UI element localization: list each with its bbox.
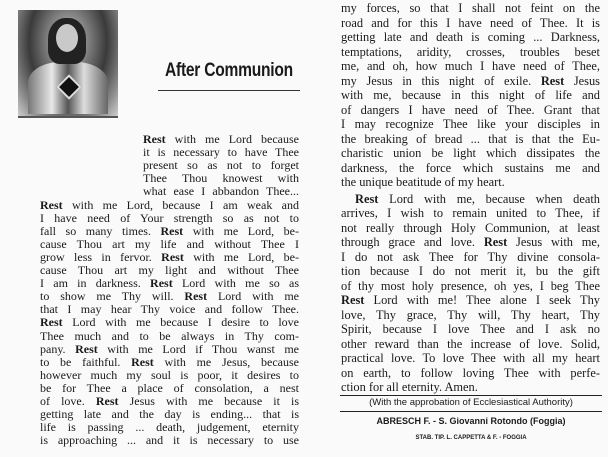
text-line: what ease I abbandon Thee...: [143, 185, 299, 199]
text-line: the breaking of bread ... that is that the Eu-: [341, 131, 600, 146]
text-line: practical love. To love Thee with all my heart: [341, 351, 600, 365]
printer-line: STAB. TIP. L. CAPPETTA & F. - FOGGIA: [415, 435, 527, 441]
text-line: cause Thou art my life and without Thee I: [40, 237, 299, 251]
text-line: charistic union be light which dissipates the: [341, 146, 600, 160]
text-line: to show me Thy will. Rest Lord with me: [40, 290, 299, 304]
text-line: Thee much and to be always in Thy com-: [40, 329, 299, 343]
text-line: ction for all eternity. Amen.: [341, 380, 478, 394]
divider-bottom: [340, 411, 602, 412]
text-line: love, Thy grace, Thy will, Thy heart, Thy: [341, 307, 600, 322]
divider-top: [340, 395, 602, 396]
text-line: is approaching ... and it is necessary to use: [40, 434, 299, 448]
text-line: of thy most holy presence, oh yes, I beg Thee: [341, 278, 600, 293]
text-line: cause Thou art my light and without Thee: [40, 264, 299, 277]
publisher-line: ABRESCH F. - S. Giovanni Rotondo (Foggia): [376, 416, 566, 426]
text-line: I do not ask Thee for Thy divine consola-: [341, 249, 600, 264]
text-line: me, and oh, how much I have need of Thee,: [341, 59, 600, 73]
text-line: to be faithful. Rest with me Jesus, because: [40, 355, 299, 369]
page-title: After Communion: [165, 60, 293, 81]
text-line: my Jesus in this night of exile. Rest Jesus: [341, 73, 600, 88]
text-line: not really through Holy Communion, at least: [341, 220, 600, 235]
text-line: on earth, to follow loving Thee with perfe-: [341, 365, 600, 380]
text-line: my forces, so that I shall not feint on the: [341, 1, 600, 15]
text-line: grow less in fervor. Rest with me Lord, be-: [40, 250, 299, 264]
text-line: Spirit, because I love Thee and I ask no: [341, 322, 600, 336]
text-line: through grace and love. Rest Jesus with me,: [341, 235, 600, 249]
text-line: fall so many times. Rest with me Lord, be-: [40, 224, 299, 238]
text-line: I may recognize Thee like your disciples in: [341, 117, 600, 131]
text-line: Thee Thou knowest with: [143, 172, 299, 186]
text-line: pany. Rest with me Lord if Thou wanst me: [40, 342, 299, 356]
text-line: other reward than the increase of love. Solid,: [341, 336, 600, 351]
text-line: the unique beatitude of my heart.: [341, 175, 505, 189]
text-line: darkness, the force which sustains me and: [341, 160, 600, 175]
text-line: life is passing ... death, judgement, eternity: [40, 421, 299, 435]
text-line: however much my soul is poor, it desires to: [40, 368, 299, 382]
approbation-note: (With the approbation of Ecclesiastical Authority): [369, 397, 573, 408]
text-line: Rest with me Lord because: [143, 133, 299, 146]
text-line: arrives, I wish to remain united to Thee, if: [341, 206, 600, 220]
text-line: of dangers I have need of Thee. Grant that: [341, 102, 600, 117]
text-line: getting late and the day is ending... that is: [40, 408, 299, 422]
text-line: I have need of Your strength so as not to: [40, 211, 299, 225]
text-line: tion because I do not merit it, bu the gift: [341, 264, 600, 278]
text-line: Rest Lord with me, because when death: [355, 191, 600, 206]
text-line: present so as not to forget: [143, 159, 299, 173]
title-underline: [158, 90, 300, 91]
text-line: getting late and death is coming ... Darkness,: [341, 30, 600, 44]
text-line: Rest Lord with me because I desire to love: [40, 316, 299, 330]
text-line: I am in darkness. Rest Lord with me so as: [40, 277, 299, 291]
text-line: road and for this I have need of Thee. It is: [341, 15, 600, 30]
text-line: with me, because in this night of life and: [341, 88, 600, 102]
text-line: be for Thee a place of consolation, a nest: [40, 381, 299, 395]
text-line: Rest with me Lord, because I am weak and: [40, 198, 299, 212]
text-line: it is necessary to have Thee: [143, 146, 299, 160]
text-line: that I may hear Thy voice and follow Thee.: [40, 303, 299, 317]
text-line: temptations, aridity, crosses, troubles beset: [341, 44, 600, 59]
text-line: of love. Rest Jesus with me because it is: [40, 395, 299, 408]
sacred-heart-picture: [18, 10, 118, 118]
text-line: Rest Lord with me! Thee alone I seek Thy: [341, 293, 600, 307]
